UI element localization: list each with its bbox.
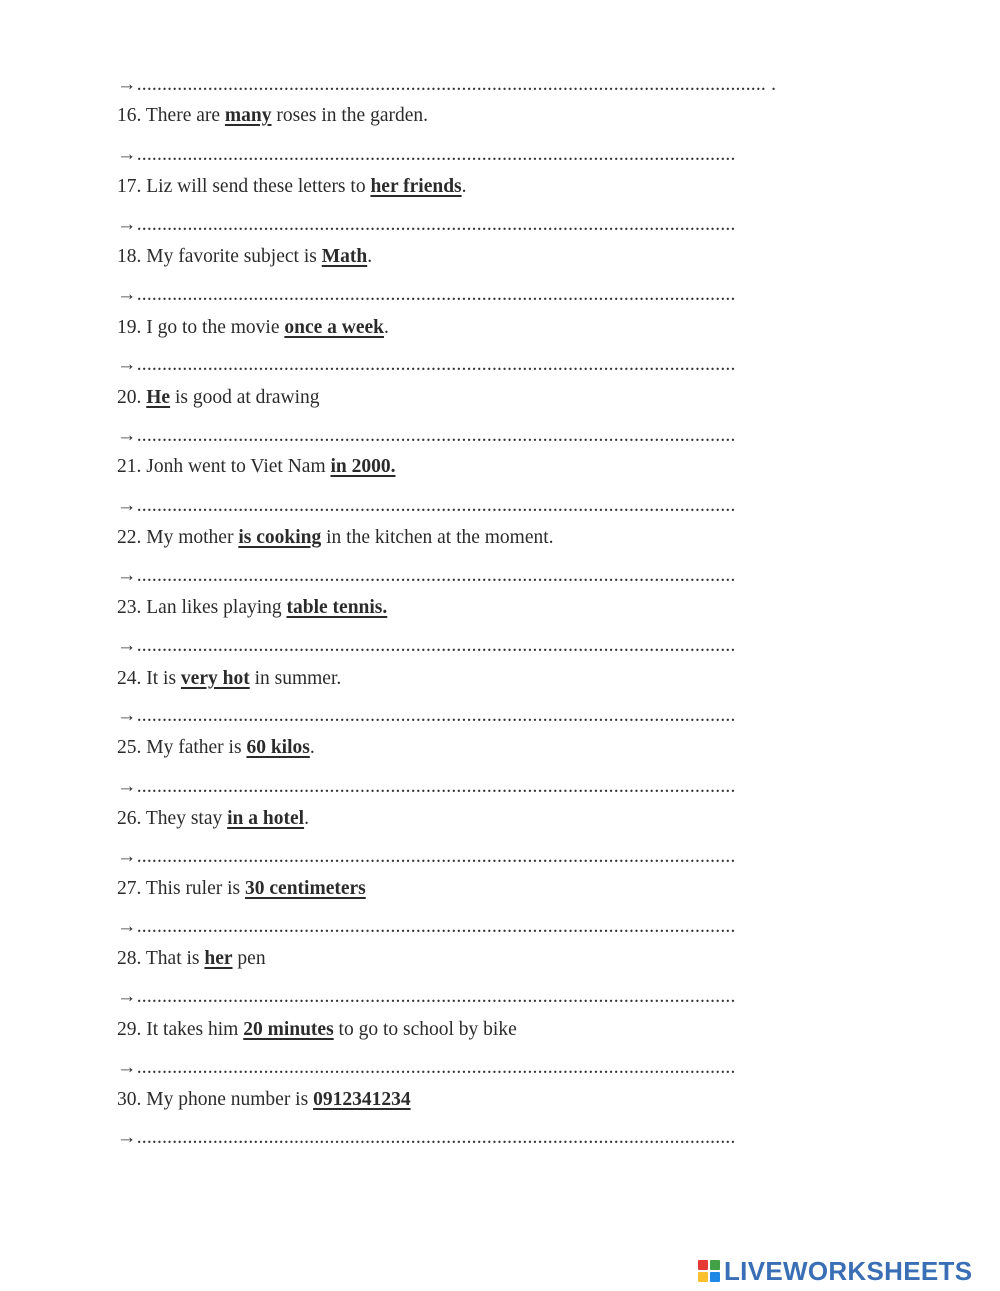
answer-line-20[interactable]: →...................................................................................................................... (117, 425, 736, 446)
answer-line-25[interactable]: →...................................................................................................................... (117, 776, 736, 797)
answer-line-26[interactable]: →...................................................................................................................... (117, 846, 736, 867)
underlined-part: 60 kilos (246, 737, 310, 758)
underlined-part: He (146, 387, 171, 408)
underlined-part: in 2000. (330, 456, 396, 477)
answer-line-28[interactable]: →...................................................................................................................... (117, 986, 736, 1007)
underlined-part: many (224, 105, 272, 126)
question-27: 27. This ruler is 30 centimeters (117, 878, 366, 899)
answer-line-27[interactable]: →...................................................................................................................... (117, 916, 736, 937)
question-30: 30. My phone number is 0912341234 (117, 1089, 411, 1110)
question-20: 20. He is good at drawing (117, 387, 320, 408)
question-26: 26. They stay in a hotel. (117, 808, 309, 829)
answer-line-24[interactable]: →...................................................................................................................... (117, 705, 736, 726)
question-28: 28. That is her pen (117, 948, 266, 969)
question-22: 22. My mother is cooking in the kitchen at the moment. (117, 527, 554, 548)
question-23: 23. Lan likes playing table tennis. (117, 597, 388, 618)
answer-line-16[interactable]: →...................................................................................................................... (117, 144, 736, 165)
underlined-part: table tennis. (286, 597, 388, 618)
underlined-part: 0912341234 (313, 1089, 411, 1110)
question-21: 21. Jonh went to Viet Nam in 2000. (117, 456, 396, 477)
underlined-part: in a hotel (227, 808, 305, 829)
liveworksheets-logo[interactable] (698, 1254, 972, 1288)
underlined-part: 20 minutes (243, 1019, 334, 1040)
underlined-part: Math (321, 246, 368, 267)
underlined-part: her friends (370, 176, 462, 197)
answer-line-18[interactable]: →...................................................................................................................... (117, 284, 736, 305)
underlined-part: very hot (180, 668, 250, 689)
question-19: 19. I go to the movie once a week. (117, 317, 389, 338)
underlined-part: once a week (284, 317, 385, 338)
answer-line-22[interactable]: →...................................................................................................................... (117, 565, 736, 586)
answer-line-19[interactable]: →...................................................................................................................... (117, 354, 736, 375)
question-18: 18. My favorite subject is Math. (117, 246, 373, 267)
answer-line-17[interactable]: →...................................................................................................................... (117, 214, 736, 235)
answer-line-15[interactable]: →............................................................................................................................ . (117, 74, 777, 95)
question-25: 25. My father is 60 kilos. (117, 737, 315, 758)
logo-text: LIVEWORKSHEETS (724, 1255, 973, 1286)
underlined-part: is cooking (238, 527, 322, 548)
underlined-part: 30 centimeters (245, 878, 366, 899)
question-29: 29. It takes him 20 minutes to go to school by bike (117, 1019, 517, 1040)
underlined-part: her (204, 948, 233, 969)
answer-line-29[interactable]: →...................................................................................................................... (117, 1057, 736, 1078)
answer-line-23[interactable]: →...................................................................................................................... (117, 635, 736, 656)
question-24: 24. It is very hot in summer. (117, 668, 342, 689)
answer-line-21[interactable]: →...................................................................................................................... (117, 495, 736, 516)
question-17: 17. Liz will send these letters to her friends. (117, 176, 467, 197)
answer-line-30[interactable]: →...................................................................................................................... (117, 1127, 736, 1148)
question-16: 16. There are many roses in the garden. (117, 105, 429, 126)
liveworksheets-logo-icon (698, 1260, 720, 1282)
